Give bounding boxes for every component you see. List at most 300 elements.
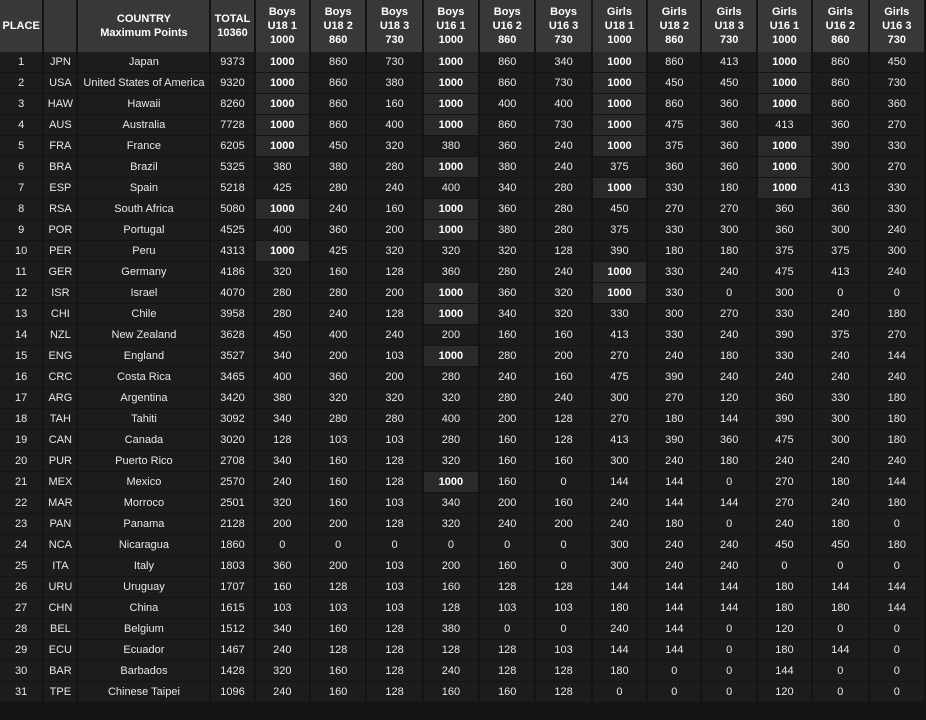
score-cell: 450	[311, 136, 365, 157]
header-division-line1: Boys	[437, 6, 465, 18]
country-name-cell: Peru	[78, 241, 209, 262]
score-cell: 280	[311, 178, 365, 199]
score-cell: 120	[702, 388, 755, 409]
place-cell: 28	[0, 619, 42, 640]
total-cell: 1512	[211, 619, 253, 640]
score-cell: 160	[536, 367, 590, 388]
score-cell: 200	[424, 556, 478, 577]
header-division-line3: 860	[328, 34, 348, 46]
score-cell: 200	[480, 409, 534, 430]
score-cell: 860	[480, 52, 534, 73]
table-row	[0, 535, 924, 556]
score-cell: 400	[256, 367, 309, 388]
score-cell: 240	[813, 304, 867, 325]
score-cell: 0	[813, 283, 867, 304]
table-row	[0, 262, 924, 283]
score-cell: 330	[648, 283, 700, 304]
header-division-line2: U18 2	[659, 20, 689, 32]
score-cell: 270	[870, 325, 924, 346]
header-division-line3: 730	[554, 34, 573, 46]
header-division-line1: Boys	[268, 6, 296, 18]
total-cell: 5080	[211, 199, 253, 220]
score-cell: 330	[648, 178, 700, 199]
score-cell: 270	[758, 472, 811, 493]
header-place[interactable]	[0, 0, 42, 52]
score-cell: 200	[536, 346, 590, 367]
score-cell: 280	[367, 157, 421, 178]
place-cell: 22	[0, 493, 42, 514]
total-cell: 6205	[211, 136, 253, 157]
score-cell: 1000	[758, 52, 811, 73]
score-cell: 240	[256, 472, 309, 493]
score-cell: 280	[536, 178, 590, 199]
country-code-cell: PAN	[44, 514, 76, 535]
score-cell: 340	[256, 409, 309, 430]
score-cell: 103	[367, 577, 421, 598]
score-cell: 280	[424, 367, 478, 388]
score-cell: 400	[536, 94, 590, 115]
score-cell: 180	[593, 661, 646, 682]
score-cell: 128	[367, 514, 421, 535]
table-row	[0, 409, 924, 430]
country-code-cell: URU	[44, 577, 76, 598]
score-cell: 730	[536, 73, 590, 94]
score-cell: 160	[311, 682, 365, 703]
score-cell: 128	[367, 661, 421, 682]
country-name-cell: New Zealand	[78, 325, 209, 346]
score-cell: 425	[256, 178, 309, 199]
table-row	[0, 367, 924, 388]
country-code-cell: ECU	[44, 640, 76, 661]
table-row	[0, 52, 924, 73]
country-code-cell: TAH	[44, 409, 76, 430]
country-code-cell: BAR	[44, 661, 76, 682]
place-cell: 14	[0, 325, 42, 346]
score-cell: 144	[870, 577, 924, 598]
country-code-cell: ENG	[44, 346, 76, 367]
score-cell: 380	[424, 619, 478, 640]
score-cell: 0	[813, 661, 867, 682]
score-cell: 320	[424, 514, 478, 535]
score-cell: 1000	[593, 178, 646, 199]
table-row	[0, 619, 924, 640]
score-cell: 450	[758, 535, 811, 556]
score-cell: 340	[424, 493, 478, 514]
score-cell: 180	[702, 451, 755, 472]
country-code-cell: HAW	[44, 94, 76, 115]
total-cell: 1707	[211, 577, 253, 598]
place-cell: 27	[0, 598, 42, 619]
country-code-cell: NCA	[44, 535, 76, 556]
score-cell: 400	[256, 220, 309, 241]
country-code-cell: USA	[44, 73, 76, 94]
score-cell: 280	[311, 409, 365, 430]
header-division-3[interactable]	[367, 0, 421, 52]
score-cell: 0	[870, 661, 924, 682]
country-code-cell: CAN	[44, 430, 76, 451]
score-cell: 270	[593, 346, 646, 367]
score-cell: 0	[256, 535, 309, 556]
header-max-points-label: Maximum Points	[100, 27, 188, 39]
score-cell: 360	[702, 115, 755, 136]
score-cell: 103	[536, 598, 590, 619]
score-cell: 240	[702, 325, 755, 346]
score-cell: 0	[813, 619, 867, 640]
header-division-4[interactable]	[424, 0, 478, 52]
score-cell: 240	[758, 514, 811, 535]
score-cell: 0	[870, 640, 924, 661]
country-name-cell: United States of America	[78, 73, 209, 94]
score-cell: 103	[311, 430, 365, 451]
score-cell: 340	[536, 52, 590, 73]
country-name-cell: France	[78, 136, 209, 157]
table-row	[0, 661, 924, 682]
score-cell: 0	[870, 682, 924, 703]
score-cell: 128	[480, 577, 534, 598]
score-cell: 380	[480, 220, 534, 241]
score-cell: 390	[593, 241, 646, 262]
score-cell: 1000	[256, 115, 309, 136]
score-cell: 160	[311, 451, 365, 472]
score-cell: 360	[870, 94, 924, 115]
score-cell: 1000	[256, 73, 309, 94]
score-cell: 128	[367, 304, 421, 325]
score-cell: 360	[480, 283, 534, 304]
header-division-line3: 860	[665, 34, 684, 46]
header-division-9[interactable]	[702, 0, 755, 52]
score-cell: 128	[367, 682, 421, 703]
country-code-cell: MEX	[44, 472, 76, 493]
header-division-12[interactable]	[870, 0, 924, 52]
score-cell: 1000	[424, 115, 478, 136]
score-cell: 144	[702, 598, 755, 619]
place-cell: 6	[0, 157, 42, 178]
score-cell: 413	[593, 430, 646, 451]
score-cell: 450	[813, 535, 867, 556]
score-cell: 380	[367, 73, 421, 94]
score-cell: 375	[648, 136, 700, 157]
country-name-cell: Chinese Taipei	[78, 682, 209, 703]
country-name-cell: Australia	[78, 115, 209, 136]
score-cell: 240	[702, 367, 755, 388]
score-cell: 320	[256, 262, 309, 283]
score-cell: 360	[758, 199, 811, 220]
country-name-cell: Barbados	[78, 661, 209, 682]
score-cell: 330	[593, 304, 646, 325]
score-cell: 730	[870, 73, 924, 94]
score-cell: 160	[311, 493, 365, 514]
score-cell: 103	[311, 598, 365, 619]
score-cell: 1000	[424, 220, 478, 241]
score-cell: 1000	[424, 472, 478, 493]
score-cell: 180	[758, 598, 811, 619]
total-cell: 5325	[211, 157, 253, 178]
table-row	[0, 157, 924, 178]
header-division-line1: Girls	[606, 6, 632, 18]
country-name-cell: Spain	[78, 178, 209, 199]
total-cell: 7728	[211, 115, 253, 136]
country-code-cell: JPN	[44, 52, 76, 73]
score-cell: 320	[424, 388, 478, 409]
header-division-8[interactable]	[648, 0, 700, 52]
header-country[interactable]	[78, 0, 209, 52]
score-cell: 180	[870, 430, 924, 451]
score-cell: 300	[593, 451, 646, 472]
country-name-cell: England	[78, 346, 209, 367]
header-division-7[interactable]	[593, 0, 646, 52]
score-cell: 413	[593, 325, 646, 346]
score-cell: 0	[870, 283, 924, 304]
country-name-cell: Portugal	[78, 220, 209, 241]
score-cell: 240	[536, 388, 590, 409]
country-code-cell: RSA	[44, 199, 76, 220]
score-cell: 0	[870, 619, 924, 640]
score-cell: 1000	[256, 52, 309, 73]
total-cell: 4186	[211, 262, 253, 283]
table-row	[0, 472, 924, 493]
score-cell: 103	[367, 556, 421, 577]
score-cell: 200	[480, 493, 534, 514]
header-division-5[interactable]	[480, 0, 534, 52]
place-cell: 2	[0, 73, 42, 94]
country-name-cell: Hawaii	[78, 94, 209, 115]
score-cell: 240	[424, 661, 478, 682]
place-cell: 1	[0, 52, 42, 73]
score-cell: 360	[813, 115, 867, 136]
score-cell: 103	[367, 493, 421, 514]
score-cell: 860	[311, 52, 365, 73]
score-cell: 180	[648, 514, 700, 535]
score-cell: 103	[480, 598, 534, 619]
score-cell: 390	[813, 136, 867, 157]
score-cell: 330	[648, 220, 700, 241]
score-cell: 360	[480, 199, 534, 220]
score-cell: 0	[593, 682, 646, 703]
header-division-line2: U18 1	[267, 20, 297, 32]
total-cell: 1615	[211, 598, 253, 619]
score-cell: 160	[311, 472, 365, 493]
score-cell: 144	[870, 598, 924, 619]
total-cell: 1467	[211, 640, 253, 661]
header-code	[44, 0, 76, 52]
score-cell: 730	[536, 115, 590, 136]
score-cell: 375	[593, 157, 646, 178]
score-cell: 475	[648, 115, 700, 136]
score-cell: 300	[758, 283, 811, 304]
score-cell: 450	[256, 325, 309, 346]
score-cell: 1000	[593, 136, 646, 157]
score-cell: 200	[367, 283, 421, 304]
score-cell: 1000	[758, 178, 811, 199]
table-row	[0, 73, 924, 94]
score-cell: 128	[256, 430, 309, 451]
score-cell: 1000	[256, 136, 309, 157]
country-code-cell: BEL	[44, 619, 76, 640]
score-cell: 144	[593, 577, 646, 598]
score-cell: 1000	[758, 157, 811, 178]
score-cell: 413	[758, 115, 811, 136]
score-cell: 280	[480, 262, 534, 283]
table-row	[0, 430, 924, 451]
score-cell: 375	[758, 241, 811, 262]
score-cell: 0	[870, 556, 924, 577]
score-cell: 240	[702, 556, 755, 577]
score-cell: 128	[536, 241, 590, 262]
score-cell: 320	[367, 388, 421, 409]
score-cell: 160	[424, 577, 478, 598]
score-cell: 240	[813, 346, 867, 367]
place-cell: 30	[0, 661, 42, 682]
score-cell: 300	[813, 409, 867, 430]
score-cell: 1000	[424, 346, 478, 367]
score-cell: 144	[648, 493, 700, 514]
score-cell: 360	[702, 94, 755, 115]
score-cell: 240	[480, 367, 534, 388]
score-cell: 144	[870, 346, 924, 367]
table-row	[0, 283, 924, 304]
country-name-cell: Ecuador	[78, 640, 209, 661]
score-cell: 270	[870, 157, 924, 178]
header-division-line2: U18 3	[714, 20, 744, 32]
score-cell: 860	[311, 94, 365, 115]
score-cell: 1000	[424, 199, 478, 220]
score-cell: 0	[648, 682, 700, 703]
score-cell: 240	[813, 493, 867, 514]
total-cell: 8260	[211, 94, 253, 115]
total-cell: 9373	[211, 52, 253, 73]
score-cell: 103	[256, 598, 309, 619]
country-name-cell: Italy	[78, 556, 209, 577]
score-cell: 860	[480, 115, 534, 136]
score-cell: 280	[367, 409, 421, 430]
place-cell: 7	[0, 178, 42, 199]
score-cell: 280	[311, 283, 365, 304]
country-code-cell: GER	[44, 262, 76, 283]
header-division-line3: 1000	[270, 34, 295, 46]
score-cell: 160	[480, 430, 534, 451]
score-cell: 360	[424, 262, 478, 283]
country-code-cell: PER	[44, 241, 76, 262]
score-cell: 103	[367, 346, 421, 367]
score-cell: 128	[536, 577, 590, 598]
score-cell: 128	[424, 598, 478, 619]
place-cell: 21	[0, 472, 42, 493]
country-name-cell: Germany	[78, 262, 209, 283]
score-cell: 360	[311, 367, 365, 388]
score-cell: 128	[536, 409, 590, 430]
score-cell: 380	[424, 136, 478, 157]
country-name-cell: Belgium	[78, 619, 209, 640]
country-name-cell: Canada	[78, 430, 209, 451]
score-cell: 320	[424, 241, 478, 262]
score-cell: 144	[813, 577, 867, 598]
total-cell: 1428	[211, 661, 253, 682]
score-cell: 240	[758, 451, 811, 472]
place-cell: 31	[0, 682, 42, 703]
score-cell: 144	[648, 577, 700, 598]
country-name-cell: Tahiti	[78, 409, 209, 430]
header-division-line3: 730	[719, 34, 739, 46]
header-total-label: TOTAL	[214, 13, 251, 25]
place-cell: 12	[0, 283, 42, 304]
score-cell: 413	[813, 262, 867, 283]
score-cell: 1000	[424, 283, 478, 304]
score-cell: 240	[536, 136, 590, 157]
score-cell: 450	[648, 73, 700, 94]
score-cell: 144	[648, 619, 700, 640]
place-cell: 4	[0, 115, 42, 136]
score-cell: 180	[870, 304, 924, 325]
table-body	[0, 52, 924, 703]
score-cell: 300	[648, 304, 700, 325]
country-code-cell: FRA	[44, 136, 76, 157]
score-cell: 240	[648, 535, 700, 556]
score-cell: 330	[870, 178, 924, 199]
score-cell: 300	[870, 241, 924, 262]
header-division-line2: U18 2	[323, 20, 353, 32]
header-division-10[interactable]	[758, 0, 811, 52]
place-cell: 18	[0, 409, 42, 430]
country-code-cell: CHN	[44, 598, 76, 619]
score-cell: 360	[813, 199, 867, 220]
header-total[interactable]	[211, 0, 253, 52]
table-row	[0, 493, 924, 514]
score-cell: 1000	[424, 73, 478, 94]
score-cell: 280	[536, 199, 590, 220]
score-cell: 0	[536, 619, 590, 640]
score-cell: 1000	[424, 52, 478, 73]
score-cell: 320	[480, 241, 534, 262]
score-cell: 240	[367, 178, 421, 199]
score-cell: 270	[648, 199, 700, 220]
header-total-max: 10360	[217, 27, 248, 39]
table-row	[0, 241, 924, 262]
country-name-cell: Brazil	[78, 157, 209, 178]
score-cell: 160	[311, 619, 365, 640]
score-cell: 128	[424, 640, 478, 661]
score-cell: 240	[870, 220, 924, 241]
score-cell: 330	[813, 388, 867, 409]
score-cell: 240	[758, 367, 811, 388]
score-cell: 450	[870, 52, 924, 73]
header-division-2[interactable]	[311, 0, 365, 52]
score-cell: 180	[648, 241, 700, 262]
header-division-line1: Boys	[550, 6, 578, 18]
score-cell: 860	[648, 52, 700, 73]
place-cell: 13	[0, 304, 42, 325]
score-cell: 120	[758, 682, 811, 703]
score-cell: 0	[424, 535, 478, 556]
score-cell: 270	[870, 115, 924, 136]
total-cell: 3628	[211, 325, 253, 346]
place-cell: 24	[0, 535, 42, 556]
country-name-cell: Mexico	[78, 472, 209, 493]
score-cell: 360	[702, 430, 755, 451]
country-name-cell: China	[78, 598, 209, 619]
score-cell: 375	[593, 220, 646, 241]
header-division-1[interactable]	[256, 0, 309, 52]
score-cell: 380	[256, 388, 309, 409]
score-cell: 240	[480, 514, 534, 535]
place-cell: 11	[0, 262, 42, 283]
table-row	[0, 514, 924, 535]
header-division-11[interactable]	[813, 0, 867, 52]
place-cell: 16	[0, 367, 42, 388]
score-cell: 320	[536, 283, 590, 304]
score-cell: 144	[758, 661, 811, 682]
country-name-cell: South Africa	[78, 199, 209, 220]
header-division-6[interactable]	[536, 0, 590, 52]
